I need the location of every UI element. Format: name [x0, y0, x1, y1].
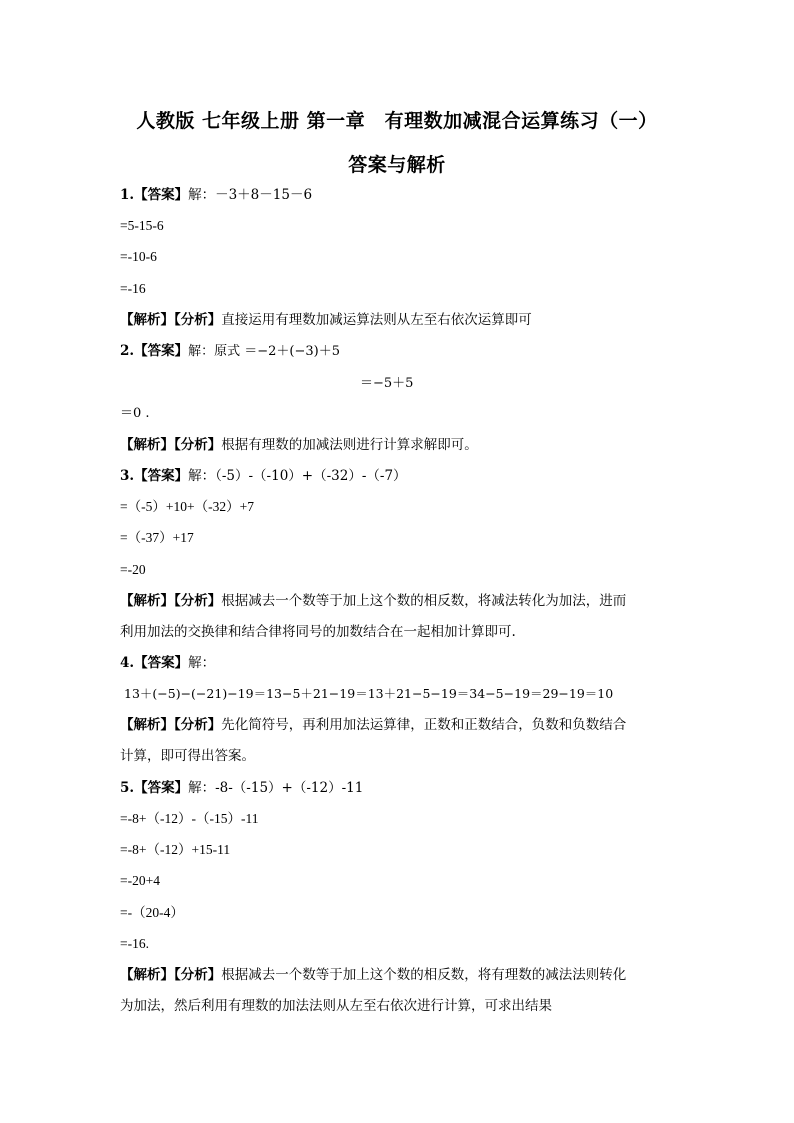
answer-tag: 【答案】	[134, 655, 189, 671]
item-5-step-4: =-（20-4）	[120, 905, 184, 920]
item-5-analysis-line-1	[120, 965, 626, 985]
item-3-analysis-line-1	[120, 591, 626, 611]
item-1-step-2: =-10-6	[120, 249, 157, 264]
item-3-step-1: =（-5）+10+（-32）+7	[120, 499, 254, 514]
item-2-analysis	[120, 435, 478, 455]
item-number: 5.	[120, 780, 135, 796]
item-3-step-3: =-20	[120, 562, 146, 577]
item-1-step-1: =5-15-6	[120, 218, 164, 233]
answer-text: 解：-8-（-15）+（-12）-11	[188, 780, 364, 796]
item-number: 4.	[120, 655, 135, 671]
item-1-analysis	[120, 310, 532, 330]
item-4-answer-line	[120, 653, 215, 673]
item-3-analysis-line-2: 利用加法的交换律和结合律将同号的加数结合在一起相加计算即可.	[120, 624, 516, 640]
item-5-analysis-line-2: 为加法，然后利用有理数的加法法则从左至右依次进行计算，可求出结果	[120, 998, 552, 1014]
item-number: 1.	[120, 187, 135, 203]
answer-text: 解：	[188, 655, 216, 671]
item-5-step-1: =-8+（-12）-（-15）-11	[120, 811, 259, 826]
analysis-text: 根据减去一个数等于加上这个数的相反数，将有理数的减法法则转化	[221, 967, 627, 983]
item-number: 3.	[120, 468, 135, 484]
item-5-step-2: =-8+（-12）+15-11	[120, 842, 231, 857]
item-1-step-3: =-16	[120, 281, 146, 296]
answer-text: 解：原式 ＝−2＋(−3)＋5	[188, 344, 340, 359]
item-2-answer-line	[120, 341, 340, 362]
item-4-step-1: 13＋(−5)−(−21)−19＝13−5＋21−19＝13＋21−5−19＝34−5−19＝29−19＝10	[124, 686, 614, 701]
item-5-step-5: =-16.	[120, 936, 149, 951]
item-5-step-3: =-20+4	[120, 873, 160, 888]
analysis-text: 根据减去一个数等于加上这个数的相反数，将减法转化为加法，进而	[221, 593, 627, 609]
item-4-analysis-line-2: 计算，即可得出答案。	[120, 748, 255, 764]
analysis-tag: 【解析】【分析】	[120, 967, 222, 983]
item-3-step-2: =（-37）+17	[120, 530, 194, 545]
document-subtitle: 答案与解析	[348, 154, 446, 176]
analysis-text: 先化简符号，再利用加法运算律，正数和正数结合，负数和负数结合	[221, 717, 627, 733]
analysis-tag: 【解析】【分析】	[120, 312, 222, 328]
analysis-tag: 【解析】【分析】	[120, 717, 222, 733]
analysis-tag: 【解析】【分析】	[120, 593, 222, 609]
item-4-analysis-line-1	[120, 715, 626, 735]
answer-tag: 【答案】	[134, 187, 189, 203]
item-2-step-2: ＝0 .	[120, 406, 150, 421]
item-3-answer-line	[120, 466, 407, 486]
item-2-step-1: ＝−5＋5	[360, 376, 414, 391]
item-5-answer-line	[120, 778, 363, 798]
analysis-tag: 【解析】【分析】	[120, 437, 222, 453]
answer-tag: 【答案】	[134, 780, 189, 796]
item-1-answer-line	[120, 185, 312, 205]
item-number: 2.	[120, 343, 135, 359]
document-title: 人教版 七年级上册 第一章 有理数加减混合运算练习（一）	[136, 110, 658, 132]
analysis-text: 根据有理数的加减法则进行计算求解即可。	[221, 437, 478, 453]
answer-tag: 【答案】	[134, 468, 189, 484]
analysis-text: 直接运用有理数加减运算法则从左至右依次运算即可	[221, 312, 532, 328]
answer-tag: 【答案】	[134, 343, 189, 359]
answer-text: 解：－3＋8－15－6	[188, 187, 313, 203]
answer-text: 解：（-5）-（-10）+（-32）-（-7）	[188, 468, 407, 484]
